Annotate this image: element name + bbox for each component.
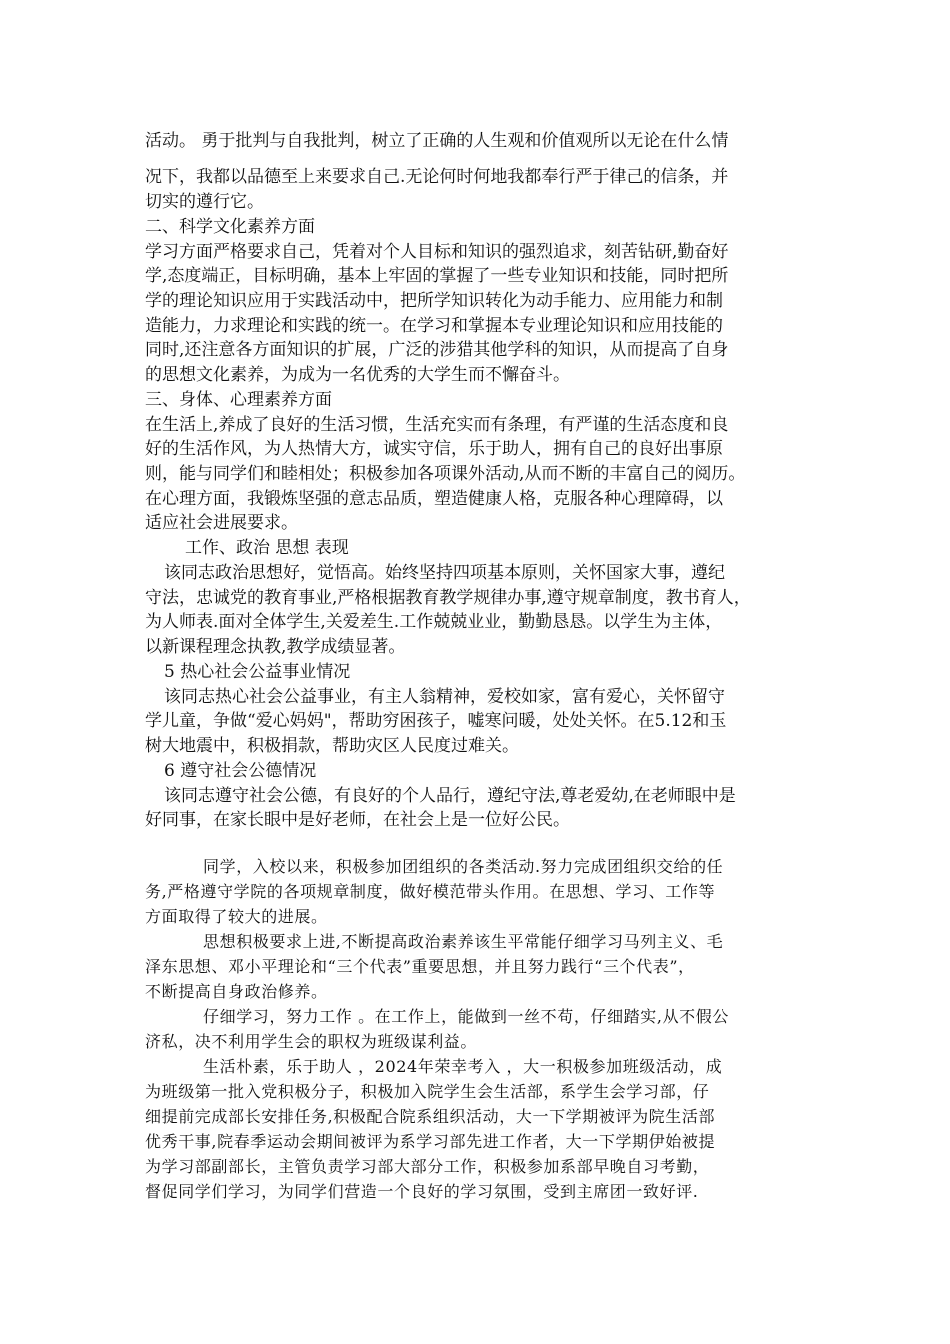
upper-text-line: 况下，我都以品德至上来要求自己.无论何时何地我都奉行严于律己的信条，并	[145, 167, 729, 187]
lower-text-line: 思想积极要求上进,不断提高政治素养该生平常能仔细学习马列主义、毛	[203, 932, 724, 951]
upper-text-line: 该同志政治思想好，觉悟高。始终坚持四项基本原则，关怀国家大事，遵纪	[164, 563, 725, 583]
upper-text-line: 则，能与同学们和睦相处；积极参加各项课外活动,从而不断的丰富自己的阅历。	[145, 464, 746, 484]
upper-text-line: 5 热心社会公益事业情况	[164, 662, 351, 682]
upper-text-line: 学的理论知识应用于实践活动中，把所学知识转化为动手能力、应用能力和制	[145, 291, 723, 311]
lower-text-line: 细提前完成部长安排任务,积极配合院系组织活动，大一下学期被评为院生活部	[145, 1107, 716, 1126]
lower-text-line: 方面取得了较大的进展。	[145, 907, 328, 926]
lower-text-line: 为班级第一批入党积极分子，积极加入院学生会生活部，系学生会学习部，仔	[145, 1082, 710, 1101]
lower-text-line: 不断提高自身政治修养。	[145, 982, 328, 1001]
upper-text-line: 的思想文化素养，为成为一名优秀的大学生而不懈奋斗。	[145, 365, 570, 385]
upper-text-line: 守法，忠诚党的教育事业,严格根据教育教学规律办事,遵守规章制度，教书育人，	[145, 588, 751, 608]
upper-text-line: 在心理方面，我锻炼坚强的意志品质，塑造健康人格，克服各种心理障碍，以	[145, 489, 723, 509]
upper-text-line: 在生活上,养成了良好的生活习惯，生活充实而有条理，有严谨的生活态度和良	[145, 415, 729, 435]
lower-text-line: 优秀干事,院春季运动会期间被评为系学习部先进工作者，大一下学期伊始被提	[145, 1132, 716, 1151]
upper-text-line: 造能力，力求理论和实践的统一。在学习和掌握本专业理论知识和应用技能的	[145, 316, 723, 336]
upper-text-line: 适应社会进展要求。	[145, 513, 298, 533]
upper-text-line: 6 遵守社会公德情况	[164, 761, 317, 781]
lower-text-line: 生活朴素，乐于助人 ，2024年荣幸考入 ，大一积极参加班级活动，成	[203, 1057, 723, 1076]
upper-text-line: 为人师表.面对全体学生,关爱差生.工作兢兢业业，勤勤恳恳。以学生为主体，	[145, 612, 723, 632]
upper-text-line: 工作、政治 思想 表现	[185, 538, 349, 558]
lower-text-line: 同学，入校以来，积极参加团组织的各类活动.努力完成团组织交给的任	[203, 857, 724, 876]
upper-text-line: 学,态度端正，目标明确，基本上牢固的掌握了一些专业知识和技能，同时把所	[145, 266, 729, 286]
lower-text-line: 济私，决不利用学生会的职权为班级谋利益。	[145, 1032, 478, 1051]
upper-text-line: 该同志遵守社会公德，有良好的个人品行，遵纪守法,尊老爱幼,在老师眼中是	[164, 786, 736, 806]
upper-text-line: 活动。 勇于批判与自我批判，树立了正确的人生观和价值观所以无论在什么情	[145, 131, 729, 151]
upper-text-line: 二、科学文化素养方面	[145, 217, 315, 237]
lower-text-line: 务,严格遵守学院的各项规章制度，做好模范带头作用。在思想、学习、工作等	[145, 882, 716, 901]
upper-text-line: 树大地震中，积极捐款，帮助灾区人民度过难关。	[145, 736, 519, 756]
upper-text-line: 以新课程理念执教,教学成绩显著。	[145, 637, 406, 657]
upper-text-line: 学习方面严格要求自己，凭着对个人目标和知识的强烈追求，刻苦钻研,勤奋好	[145, 242, 729, 262]
lower-text-line: 督促同学们学习，为同学们营造一个良好的学习氛围，受到主席团一致好评.	[145, 1182, 699, 1201]
lower-text-line: 仔细学习，努力工作 。在工作上，能做到一丝不苟，仔细踏实,从不假公	[203, 1007, 729, 1026]
upper-text-line: 同时,还注意各方面知识的扩展，广泛的涉猎其他学科的知识，从而提高了自身	[145, 340, 729, 360]
upper-text-line: 学儿童，争做“爱心妈妈"，帮助穷困孩子，嘘寒问暖，处处关怀。在5.12和玉	[145, 711, 727, 731]
upper-text-line: 该同志热心社会公益事业，有主人翁精神，爱校如家，富有爱心，关怀留守	[164, 687, 725, 707]
upper-text-line: 好的生活作风，为人热情大方，诚实守信，乐于助人，拥有自己的良好出事原	[145, 439, 723, 459]
upper-text-line: 切实的遵行它。	[145, 192, 264, 212]
upper-text-line: 三、身体、心理素养方面	[145, 390, 332, 410]
lower-text-line: 为学习部副部长，主管负责学习部大部分工作，积极参加系部早晚自习考勤，	[145, 1157, 710, 1176]
upper-text-line: 好同事，在家长眼中是好老师，在社会上是一位好公民。	[145, 810, 570, 830]
lower-text-line: 泽东思想、邓小平理论和“三个代表”重要思想，并且努力践行“三个代表”，	[145, 957, 695, 976]
